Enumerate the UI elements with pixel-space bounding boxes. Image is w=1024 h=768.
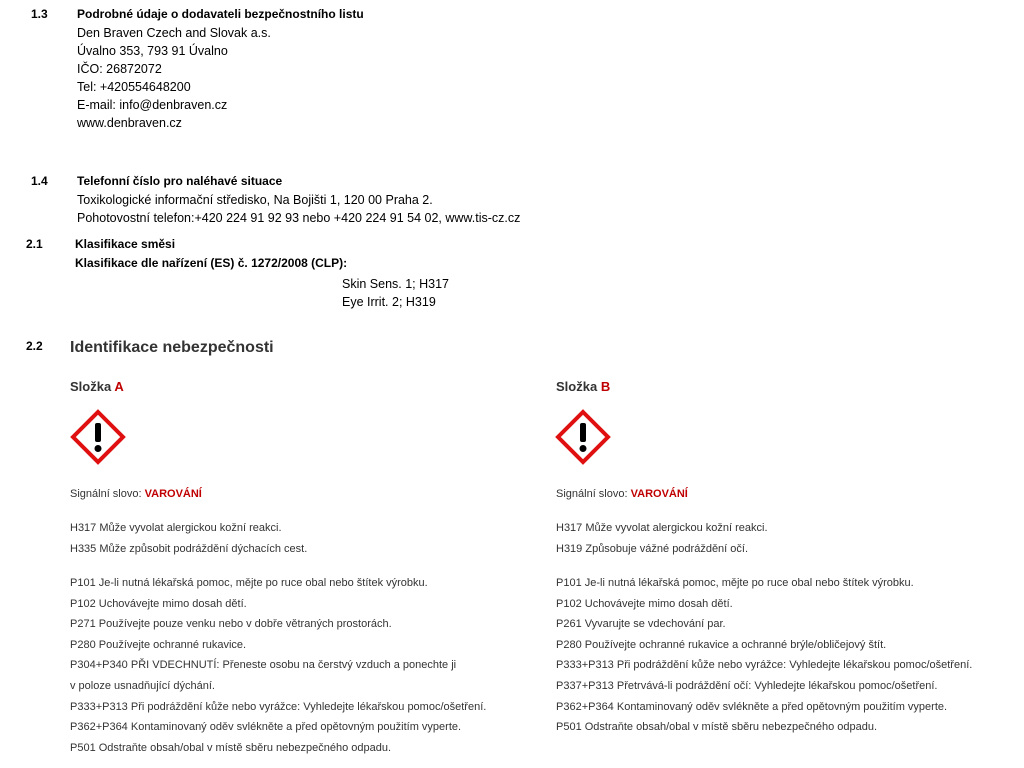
component-a-h-statements [70,518,307,559]
signal-word-label: Signální slovo: [70,488,142,500]
emergency-details [77,191,520,227]
p-statement: P101 Je-li nutná lékařská pomoc, mějte po ruce obal nebo štítek výrobku. [70,577,428,589]
classification-eye-irrit: Eye Irrit. 2; H319 [342,295,436,309]
component-b-label: Složka [556,379,598,394]
component-a-p-statements [70,573,486,758]
component-b-signal [556,488,688,500]
signal-word-value: VAROVÁNÍ [144,488,202,500]
supplier-details [77,24,271,132]
supplier-website: www.denbraven.cz [77,116,182,130]
section-2-1-subtitle: Klasifikace dle nařízení (ES) č. 1272/2008 (CLP): [75,256,348,270]
p-statement: P333+P313 Při podráždění kůže nebo vyrážce: Vyhledejte lékařskou pomoc/ošetření. [70,700,487,713]
section-2-2-number: 2.2 [26,339,43,353]
section-2-2-title: Identifikace nebezpečnosti [70,339,274,356]
p-statement: P362+P364 Kontaminovaný oděv svlékněte a před opětovným použitím vyperte. [556,700,948,713]
signal-word-value: VAROVÁNÍ [630,488,688,500]
exclamation-hazard-icon [70,409,126,465]
p-statement: P337+P313 Přetrvává-li podráždění očí: Vyhledejte lékařskou pomoc/ošetření. [556,679,938,692]
section-2-1-number: 2.1 [26,237,43,251]
p-statement: P304+P340 PŘI VDECHNUTÍ: Přeneste osobu na čerstvý vzduch a ponechte ji [70,659,457,672]
section-2-1-title: Klasifikace směsi [75,237,176,251]
p-statement: P280 Používejte ochranné rukavice. [70,638,247,651]
h-statement: H319 Způsobuje vážné podráždění očí. [556,542,749,555]
supplier-phone: Tel: +420554648200 [77,80,191,94]
p-statement: P362+P364 Kontaminovaný oděv svlékněte a před opětovným použitím vyperte. [70,721,462,734]
exclamation-hazard-icon [555,409,611,465]
supplier-address: Úvalno 353, 793 91 Úvalno [77,44,228,58]
p-statement: P271 Používejte pouze venku nebo v dobře větraných prostorách. [70,618,392,631]
emergency-phone: Pohotovostní telefon:+420 224 91 92 93 nebo +420 224 91 54 02, www.tis-cz.cz [77,211,521,225]
h-statement: H317 Může vyvolat alergickou kožní reakci. [70,522,282,534]
p-statement: P280 Používejte ochranné rukavice a ochranné brýle/obličejový štít. [556,638,887,651]
section-1-4-title: Telefonní číslo pro naléhavé situace [77,174,283,188]
component-a-letter: A [114,379,124,394]
component-a-heading [70,379,124,394]
section-1-3-title: Podrobné údaje o dodavateli bezpečnostního listu [77,7,364,21]
h-statement: H317 Může vyvolat alergickou kožní reakci. [556,522,768,534]
classification-skin-sens: Skin Sens. 1; H317 [342,277,450,291]
classification-list [342,275,449,311]
p-statement: P261 Vyvarujte se vdechování par. [556,618,726,631]
p-statement: P102 Uchovávejte mimo dosah dětí. [70,597,247,610]
supplier-name: Den Braven Czech and Slovak a.s. [77,26,271,40]
signal-word-label: Signální slovo: [556,488,628,500]
p-statement: v poloze usnadňující dýchání. [70,679,215,692]
supplier-ico: IČO: 26872072 [77,62,162,76]
component-a-label: Složka [70,379,112,394]
toxicology-centre: Toxikologické informační středisko, Na Bojišti 1, 120 00 Praha 2. [77,193,433,207]
component-b-heading [556,379,610,394]
p-statement: P501 Odstraňte obsah/obal v místě sběru nebezpečného odpadu. [556,721,878,734]
p-statement: P101 Je-li nutná lékařská pomoc, mějte po ruce obal nebo štítek výrobku. [556,577,914,589]
component-b-h-statements [556,518,768,559]
supplier-email: E-mail: info@denbraven.cz [77,98,228,112]
p-statement: P102 Uchovávejte mimo dosah dětí. [556,597,733,610]
h-statement: H335 Může způsobit podráždění dýchacích cest. [70,542,308,555]
section-1-3-number: 1.3 [31,7,48,21]
section-1-4-number: 1.4 [31,174,48,188]
component-a-signal [70,488,202,500]
p-statement: P501 Odstraňte obsah/obal v místě sběru nebezpečného odpadu. [70,741,392,754]
component-b-p-statements [556,573,972,738]
component-b-letter: B [600,379,611,394]
p-statement: P333+P313 Při podráždění kůže nebo vyrážce: Vyhledejte lékařskou pomoc/ošetření. [556,659,973,672]
